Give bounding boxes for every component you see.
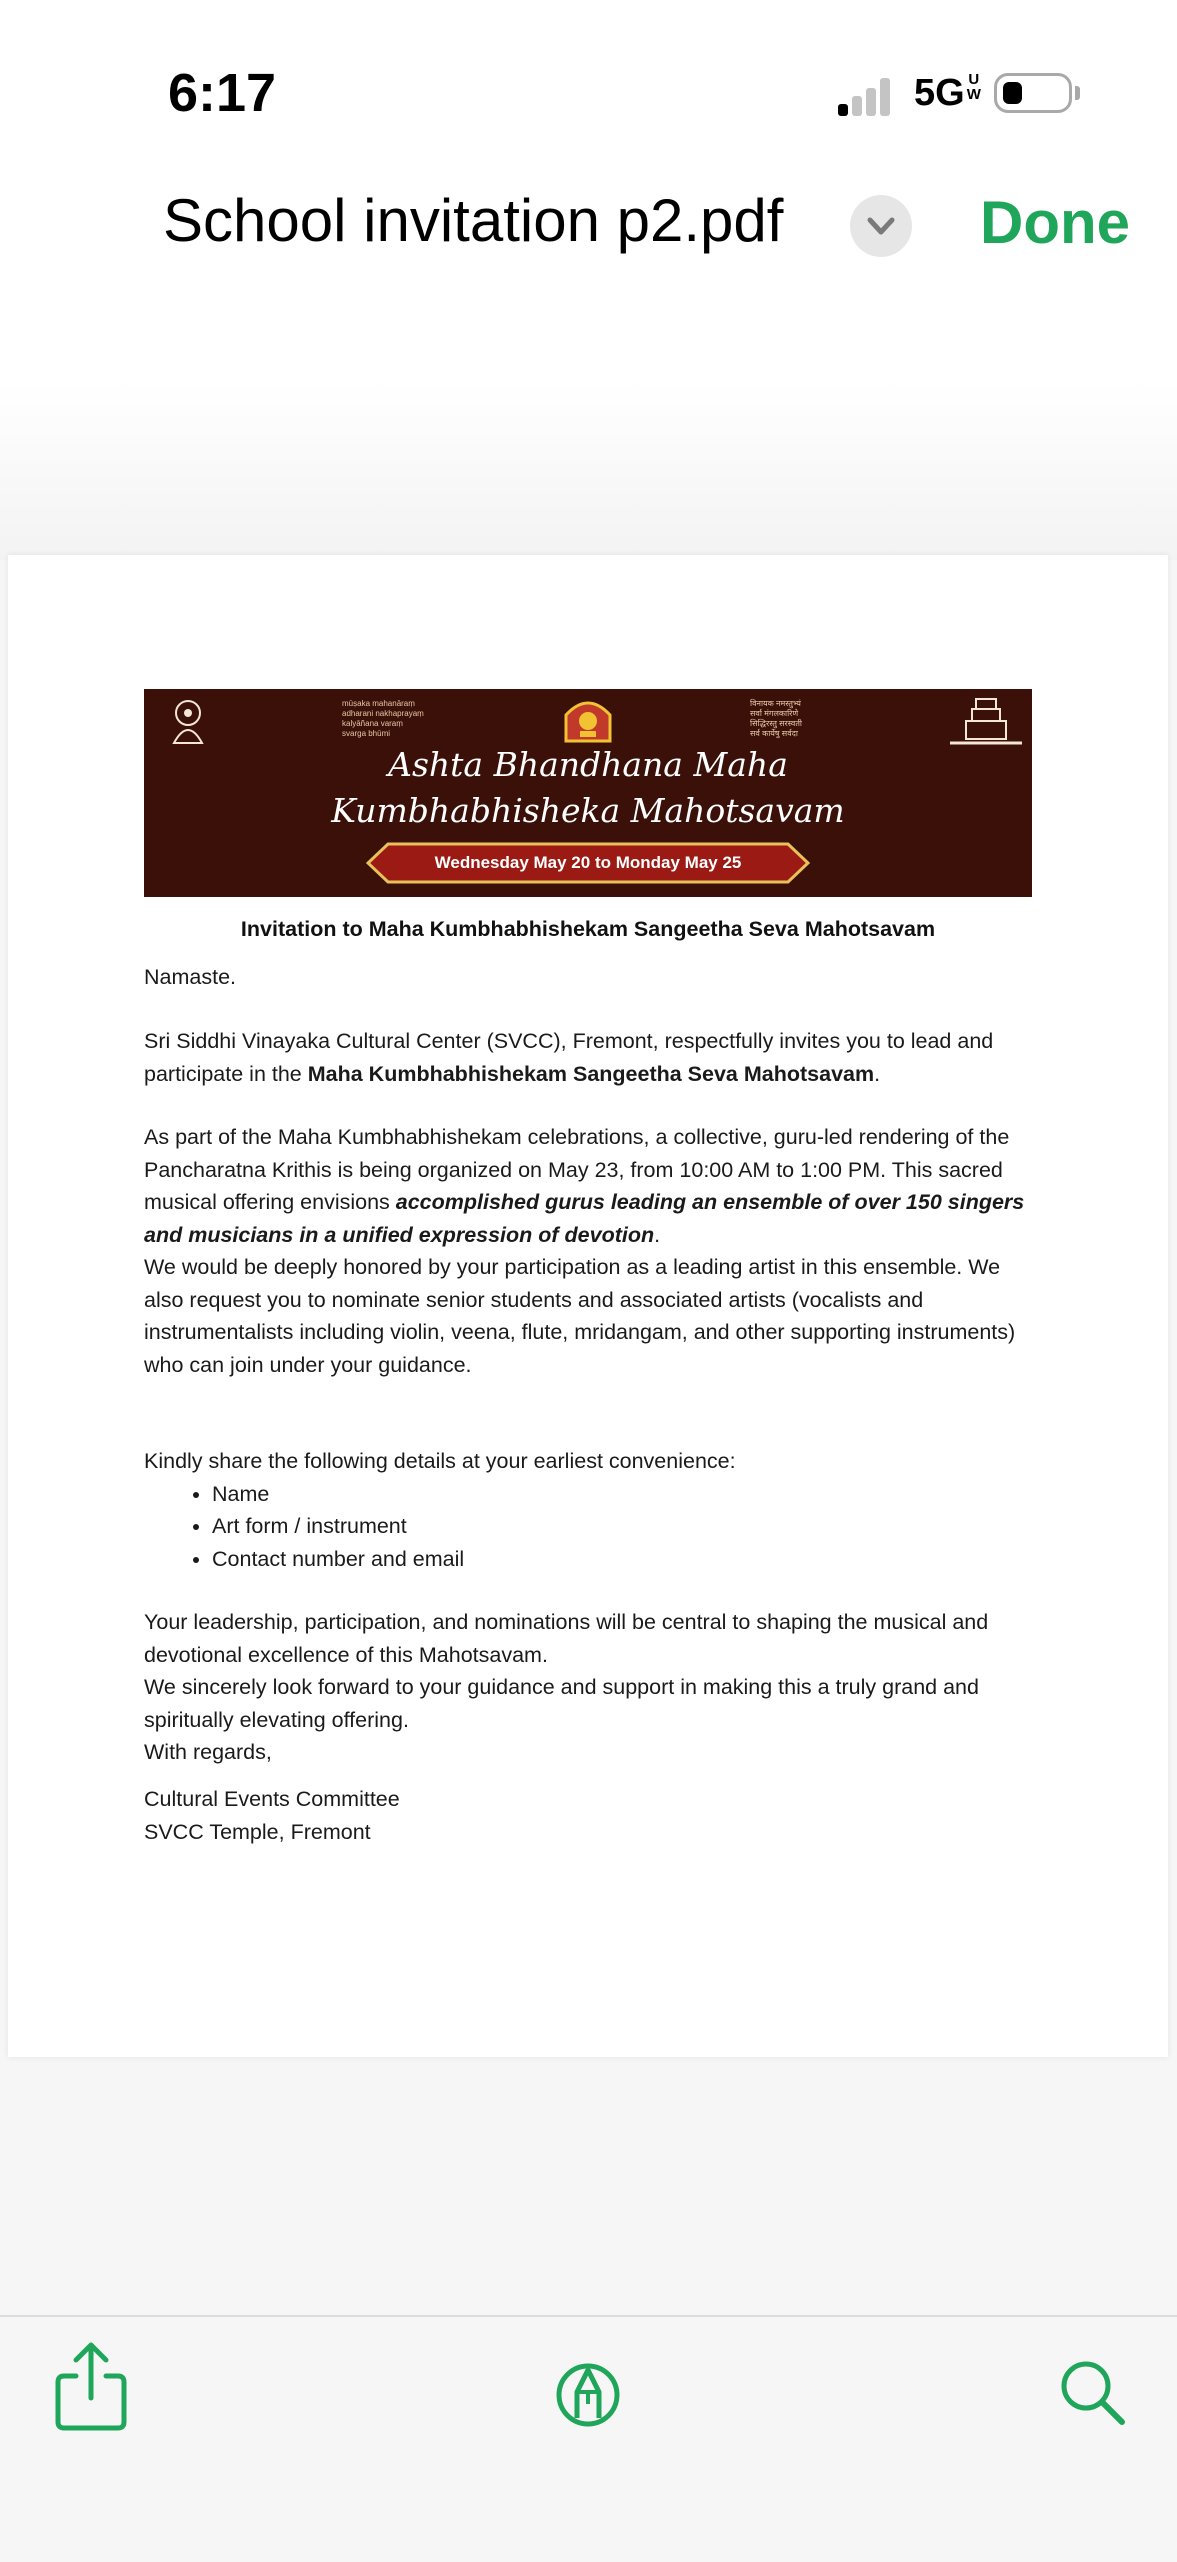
event-banner — [144, 689, 1032, 897]
search-icon[interactable] — [1058, 2358, 1126, 2426]
details-intro: Kindly share the following details at your earliest convenience: — [144, 1449, 736, 1473]
signal-icon — [838, 76, 894, 116]
share-icon[interactable] — [54, 2340, 128, 2432]
p2-text: As part of the Maha Kumbhabhishekam celebrations, a collective, guru-led rendering of the Pancharatna Krithis is being organized on May 23, from 10:00 AM to 1:00 PM. This sacred musical offering envisions — [144, 1125, 1010, 1214]
network-badge: U W — [966, 71, 981, 103]
ganesha-left-icon — [164, 695, 212, 745]
signature-line-2: SVCC Temple, Fremont — [144, 1819, 371, 1844]
temple-deity-icon — [560, 693, 616, 743]
shloka-right: विनायक नमस्तुभ्यं सर्वा मंगलकारिणे सिद्धिरस्तु सरस्वती सर्व कार्येषु सर्वदा — [750, 699, 802, 738]
paragraph-6: We sincerely look forward to your guidance and support in making this a truly grand and spiritually elevating offering. — [144, 1675, 979, 1732]
closing: With regards, — [144, 1740, 272, 1764]
details-request — [144, 1445, 1036, 1575]
signature-line-1: Cultural Events Committee — [144, 1787, 400, 1811]
signature — [144, 1783, 1036, 1848]
p1-bold: Maha Kumbhabhishekam Sangeetha Seva Mahotsavam — [307, 1061, 875, 1086]
done-button[interactable]: Done — [980, 189, 1130, 256]
battery-fill — [1003, 82, 1022, 104]
status-time: 6:17 — [168, 63, 277, 123]
invitation-heading: Invitation to Maha Kumbhabhishekam Sangeetha Seva Mahotsavam — [240, 917, 936, 941]
paragraph-5: Your leadership, participation, and nominations will be central to shaping the musical and devotional excellence of this Mahotsavam. — [144, 1610, 989, 1667]
pdf-page[interactable] — [8, 555, 1168, 2057]
list-item: • Name — [212, 1478, 1036, 1511]
p1-end: . — [874, 1061, 881, 1086]
document-title[interactable]: School invitation p2.pdf — [163, 187, 784, 254]
title-menu-button[interactable] — [850, 195, 912, 257]
markup-icon[interactable] — [555, 2362, 621, 2428]
banner-title-line1: Ashta Bhandhana Maha — [388, 745, 788, 784]
temple-gopuram-icon — [946, 693, 1026, 749]
network-label: 5G — [914, 72, 965, 114]
bottom-toolbar — [0, 2315, 1177, 2562]
shloka-left: mūṣaka mahanāraṃ adharani nakhaprayaṃ kalyāñana varaṃ svarga bhūmi — [342, 699, 424, 738]
details-list — [144, 1478, 1036, 1576]
chevron-down-icon — [850, 195, 912, 257]
paragraph-2 — [144, 1121, 1036, 1251]
list-item: • Contact number and email — [212, 1543, 1036, 1576]
event-dates: Wednesday May 20 to Monday May 25 — [434, 853, 742, 872]
p1-text: Sri Siddhi Vinayaka Cultural Center (SVCC), Fremont, respectfully invites you to lead and participate in the — [144, 1029, 994, 1086]
list-item: • Art form / instrument — [212, 1510, 1036, 1543]
greeting: Namaste. — [144, 965, 237, 989]
battery-tip — [1075, 86, 1080, 100]
p2-end: . — [654, 1222, 661, 1247]
paragraph-3: We would be deeply honored by your participation as a leading artist in this ensemble. We also request you to nominate senior students and associated artists (vocalists and instrumentalists including violin, veena, flute, mridangam, and other supporting instruments) who can join under your guidance. — [144, 1255, 1016, 1377]
paragraph-1 — [144, 1025, 1036, 1090]
banner-title-line2: Kumbhabhisheka Mahotsavam — [331, 791, 845, 830]
battery-icon — [994, 73, 1072, 113]
network-indicator — [914, 72, 981, 115]
p2-bold: accomplished gurus leading an ensemble of over 150 singers and musicians in a unified expression of devotion — [144, 1190, 1025, 1247]
